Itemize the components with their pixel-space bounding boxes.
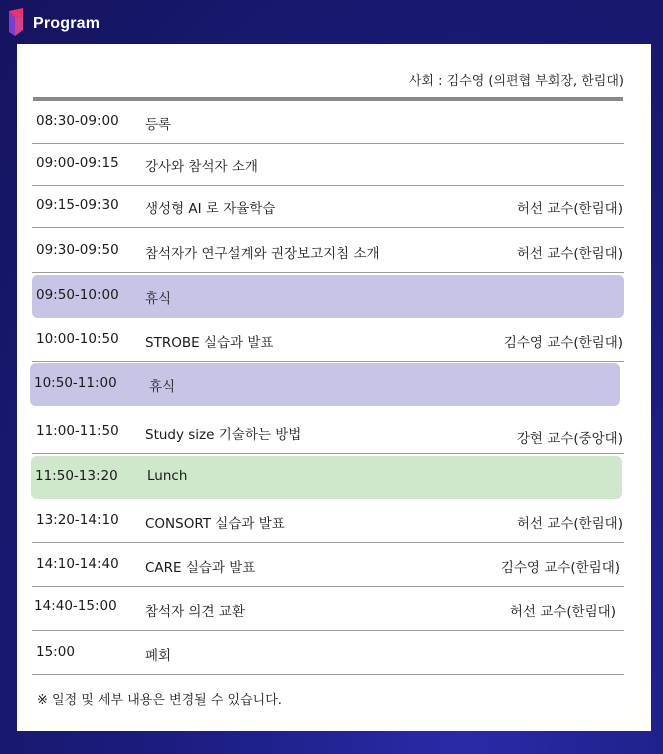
schedule-row xyxy=(32,230,624,273)
row-activity: CARE 실습과 발표 xyxy=(145,560,256,576)
row-time: 10:50-11:00 xyxy=(34,375,117,391)
schedule-row-break xyxy=(30,363,620,406)
schedule-row xyxy=(32,319,624,362)
row-time: 11:00-11:50 xyxy=(36,423,119,439)
schedule-row xyxy=(32,500,624,543)
row-speaker: 강현 교수(중앙대) xyxy=(516,431,623,447)
schedule-row xyxy=(32,185,624,228)
row-activity: 생성형 AI 로 자율학습 xyxy=(145,201,276,217)
row-time: 09:50-10:00 xyxy=(36,287,119,303)
row-time: 08:30-09:00 xyxy=(36,113,119,129)
schedule-row xyxy=(32,411,624,454)
row-activity: STROBE 실습과 발표 xyxy=(145,335,274,351)
schedule-row xyxy=(32,101,624,144)
schedule-row-break xyxy=(32,275,624,318)
row-speaker: 허선 교수(한림대) xyxy=(516,516,623,532)
row-time: 09:15-09:30 xyxy=(36,197,119,213)
schedule-row xyxy=(32,632,624,675)
row-activity: Lunch xyxy=(147,468,188,484)
brand-logo-icon xyxy=(7,8,25,38)
row-time: 11:50-13:20 xyxy=(35,468,118,484)
row-activity: CONSORT 실습과 발표 xyxy=(145,516,285,532)
row-time: 15:00 xyxy=(36,644,75,660)
program-card xyxy=(17,44,651,731)
row-activity: 휴식 xyxy=(149,379,176,395)
row-time: 10:00-10:50 xyxy=(36,331,119,347)
row-activity: 휴식 xyxy=(145,291,172,307)
row-speaker: 허선 교수(한림대) xyxy=(509,604,616,620)
row-time: 13:20-14:10 xyxy=(36,512,119,528)
row-time: 14:40-15:00 xyxy=(34,598,117,614)
row-activity: 참석자 의견 교환 xyxy=(145,604,245,620)
row-speaker: 김수영 교수(한림대) xyxy=(500,560,620,576)
row-time: 09:00-09:15 xyxy=(36,155,119,171)
schedule-row xyxy=(32,588,624,631)
schedule-row xyxy=(32,544,624,587)
row-activity: 강사와 참석자 소개 xyxy=(145,159,258,175)
row-time: 14:10-14:40 xyxy=(36,556,119,572)
row-speaker: 허선 교수(한림대) xyxy=(516,201,623,217)
schedule-note: ※ 일정 및 세부 내용은 변경될 수 있습니다. xyxy=(37,693,282,708)
row-activity: Study size 기술하는 방법 xyxy=(145,427,302,443)
row-activity: 등록 xyxy=(145,117,172,133)
row-activity: 참석자가 연구설계와 권장보고지침 소개 xyxy=(145,246,380,262)
schedule-row-lunch xyxy=(31,456,622,499)
moderator-text: 사회 : 김수영 (의편협 부회장, 한림대) xyxy=(408,74,624,89)
row-time: 09:30-09:50 xyxy=(36,242,119,258)
row-activity: 폐회 xyxy=(145,648,172,664)
row-speaker: 허선 교수(한림대) xyxy=(516,246,623,262)
header-bar xyxy=(0,0,663,44)
schedule-row xyxy=(32,143,624,186)
row-speaker: 김수영 교수(한림대) xyxy=(503,335,623,351)
page-title: Program xyxy=(33,15,101,32)
